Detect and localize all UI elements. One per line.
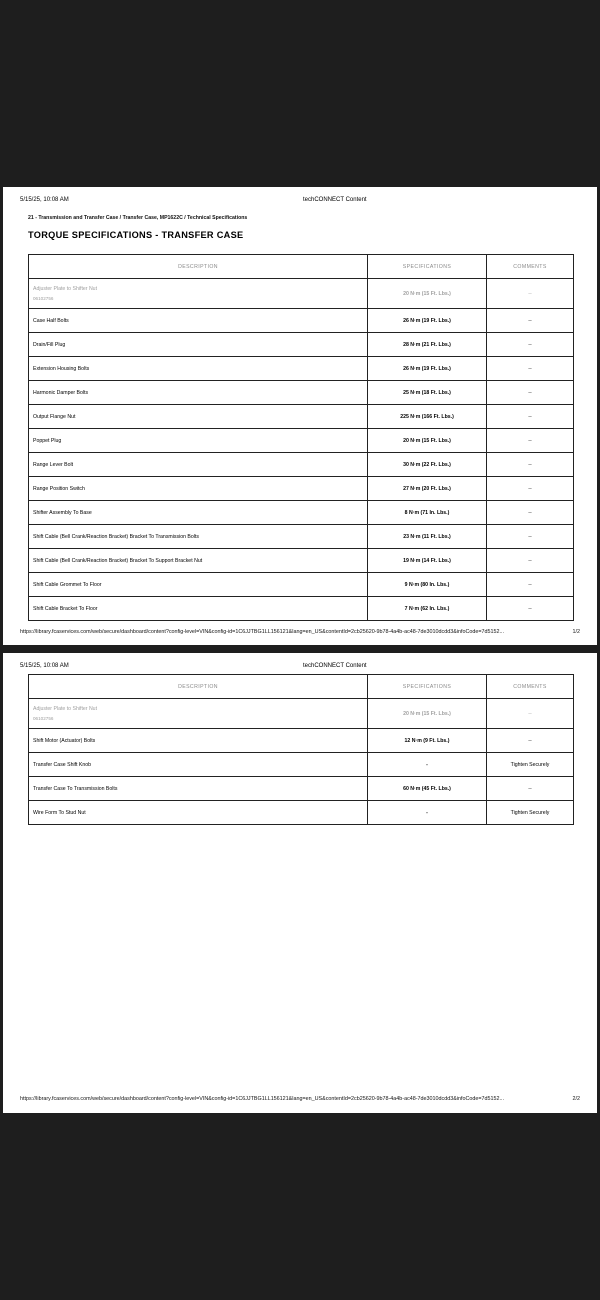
- row-comment: --: [487, 549, 574, 573]
- row-description: Shift Cable Grommet To Floor: [29, 573, 368, 597]
- table-row: [29, 279, 574, 309]
- table-row: [29, 525, 574, 549]
- row-description: Transfer Case To Transmission Bolts: [29, 777, 368, 801]
- row-spec: 20 N·m (15 Ft. Lbs.): [368, 279, 487, 309]
- table-row: [29, 753, 574, 777]
- table-row: [29, 549, 574, 573]
- footer-url: https://library.fcaservices.com/web/secure/dashboard/content?config-level=VIN&config-id=1C6JJTBG1LL156121&lang=en_US&contentId=2cb25620-9b78-4a4b-ac48-7de3010dcdd3&infoCode=7d5152...: [20, 1096, 505, 1102]
- row-comment: --: [487, 405, 574, 429]
- row-spec: 26 N·m (19 Ft. Lbs.): [368, 309, 487, 333]
- column-header-comments: COMMENTS: [487, 255, 574, 279]
- row-description: Range Lever Bolt: [29, 453, 368, 477]
- table-row: [29, 333, 574, 357]
- row-spec: 20 N·m (15 Ft. Lbs.): [368, 429, 487, 453]
- column-header-specifications: SPECIFICATIONS: [368, 255, 487, 279]
- row-description: Transfer Case Shift Knob: [29, 753, 368, 777]
- row-description: Poppet Plug: [29, 429, 368, 453]
- row-spec: 30 N·m (22 Ft. Lbs.): [368, 453, 487, 477]
- row-comment: --: [487, 429, 574, 453]
- table-row: [29, 699, 574, 729]
- row-description-text: Adjuster Plate to Shifter Nut: [33, 706, 98, 712]
- row-comment: --: [487, 597, 574, 621]
- row-spec: 27 N·m (20 Ft. Lbs.): [368, 477, 487, 501]
- row-comment: --: [487, 501, 574, 525]
- row-comment: --: [487, 279, 574, 309]
- row-description: Shift Cable Bracket To Floor: [29, 597, 368, 621]
- row-comment: --: [487, 699, 574, 729]
- row-comment: --: [487, 381, 574, 405]
- row-spec: 7 N·m (62 In. Lbs.): [368, 597, 487, 621]
- table-row: [29, 357, 574, 381]
- row-spec: 8 N·m (71 In. Lbs.): [368, 501, 487, 525]
- table-row: [29, 477, 574, 501]
- row-spec: 28 N·m (21 Ft. Lbs.): [368, 333, 487, 357]
- row-description: Drain/Fill Plug: [29, 333, 368, 357]
- print-date: 5/15/25, 10:08 AM: [20, 197, 69, 203]
- site-title: techCONNECT Content: [303, 663, 367, 669]
- row-comment: --: [487, 333, 574, 357]
- column-header-comments: COMMENTS: [487, 675, 574, 699]
- table-row: [29, 501, 574, 525]
- table-row: [29, 597, 574, 621]
- row-comment: Tighten Securely: [487, 801, 574, 825]
- table-row: [29, 777, 574, 801]
- print-date: 5/15/25, 10:08 AM: [20, 663, 69, 669]
- table-row: [29, 453, 574, 477]
- table-row: [29, 801, 574, 825]
- row-comment: --: [487, 477, 574, 501]
- row-spec: 26 N·m (19 Ft. Lbs.): [368, 357, 487, 381]
- page-title: TORQUE SPECIFICATIONS - TRANSFER CASE: [28, 230, 244, 240]
- table-row: [29, 429, 574, 453]
- row-comment: --: [487, 357, 574, 381]
- site-title: techCONNECT Content: [303, 197, 367, 203]
- row-description: Shift Cable (Bell Crank/Reaction Bracket) Bracket To Transmission Bolts: [29, 525, 368, 549]
- table-row: [29, 309, 574, 333]
- document-page-1: [3, 187, 597, 645]
- row-spec: 20 N·m (15 Ft. Lbs.): [368, 699, 487, 729]
- row-description: Harmonic Damper Bolts: [29, 381, 368, 405]
- row-description: Shift Motor (Actuator) Bolts: [29, 729, 368, 753]
- row-description: Case Half Bolts: [29, 309, 368, 333]
- page-number: 1/2: [572, 629, 580, 635]
- row-spec: 23 N·m (11 Ft. Lbs.): [368, 525, 487, 549]
- column-header-specifications: SPECIFICATIONS: [368, 675, 487, 699]
- column-header-description: DESCRIPTION: [29, 255, 368, 279]
- row-spec: 25 N·m (18 Ft. Lbs.): [368, 381, 487, 405]
- table-header-row: [29, 255, 574, 279]
- row-spec: -: [368, 753, 487, 777]
- row-comment: --: [487, 573, 574, 597]
- part-number: 06102756: [33, 716, 54, 721]
- row-description: Extension Housing Bolts: [29, 357, 368, 381]
- row-spec: 9 N·m (80 In. Lbs.): [368, 573, 487, 597]
- table-header-row: [29, 675, 574, 699]
- table-row: [29, 729, 574, 753]
- row-comment: --: [487, 729, 574, 753]
- document-page-2: [3, 653, 597, 1113]
- table-row: [29, 405, 574, 429]
- row-comment: --: [487, 309, 574, 333]
- row-spec: -: [368, 801, 487, 825]
- row-comment: --: [487, 777, 574, 801]
- page-number: 2/2: [572, 1096, 580, 1102]
- row-description: Shift Cable (Bell Crank/Reaction Bracket) Bracket To Support Bracket Nut: [29, 549, 368, 573]
- row-description: [29, 279, 368, 309]
- row-description: Range Position Switch: [29, 477, 368, 501]
- row-spec: 19 N·m (14 Ft. Lbs.): [368, 549, 487, 573]
- torque-spec-table: [28, 254, 574, 621]
- row-comment: Tighten Securely: [487, 753, 574, 777]
- table-row: [29, 573, 574, 597]
- row-comment: --: [487, 453, 574, 477]
- part-number: 06102756: [33, 296, 54, 301]
- row-description: Wire Form To Stud Nut: [29, 801, 368, 825]
- table-row: [29, 381, 574, 405]
- row-description: Shifter Assembly To Base: [29, 501, 368, 525]
- torque-spec-table: [28, 674, 574, 825]
- column-header-description: DESCRIPTION: [29, 675, 368, 699]
- row-description-text: Adjuster Plate to Shifter Nut: [33, 286, 98, 292]
- row-comment: --: [487, 525, 574, 549]
- footer-url: https://library.fcaservices.com/web/secure/dashboard/content?config-level=VIN&config-id=1C6JJTBG1LL156121&lang=en_US&contentId=2cb25620-9b78-4a4b-ac48-7de3010dcdd3&infoCode=7d5152...: [20, 629, 505, 635]
- breadcrumb: 21 - Transmission and Transfer Case / Transfer Case, MP1622C / Technical Specifications: [28, 215, 248, 221]
- row-description: [29, 699, 368, 729]
- row-spec: 60 N·m (45 Ft. Lbs.): [368, 777, 487, 801]
- row-spec: 12 N·m (9 Ft. Lbs.): [368, 729, 487, 753]
- row-description: Output Flange Nut: [29, 405, 368, 429]
- row-spec: 225 N·m (166 Ft. Lbs.): [368, 405, 487, 429]
